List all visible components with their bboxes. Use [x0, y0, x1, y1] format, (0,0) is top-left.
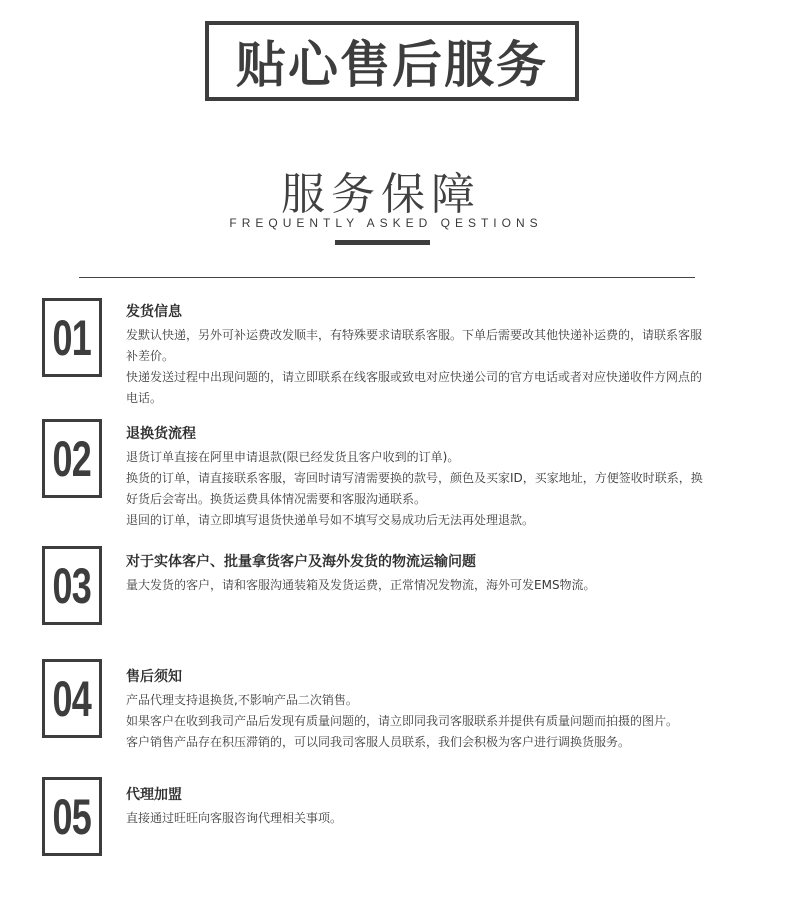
item-text: 换货的订单，请直接联系客服，寄回时请写清需要换的款号，颜色及买家ID，买家地址，方便签收时联系，换好货后会寄出。换货运费具体情况需要和客服沟通联系。	[126, 471, 703, 506]
item-text: 退货订单直接在阿里申请退款(限已经发货且客户收到的订单)。	[126, 450, 460, 464]
faq-item-returns	[126, 424, 726, 531]
faq-item-after-sales	[126, 667, 776, 753]
item-number-box	[42, 546, 102, 625]
item-heading: 对于实体客户、批量拿货客户及海外发货的物流运输问题	[126, 554, 476, 570]
divider	[79, 277, 695, 278]
item-text: 量大发货的客户，请和客服沟通装箱及发货运费，正常情况发物流，海外可发EMS物流。	[126, 578, 596, 592]
item-number-box	[42, 419, 102, 498]
main-title-box	[205, 21, 579, 101]
faq-item-shipping	[126, 302, 726, 409]
faq-item-logistics	[126, 552, 726, 596]
item-text: 直接通过旺旺向客服咨询代理相关事项。	[126, 811, 343, 825]
item-number: 02	[52, 430, 92, 487]
item-text: 产品代理支持退换货,不影响产品二次销售。	[126, 693, 358, 707]
item-text: 发默认快递，另外可补运费改发顺丰，有特殊要求请联系客服。下单后需要改其他快递补运费的，请联系客服补差价。	[126, 328, 703, 363]
item-number-box	[42, 298, 102, 377]
item-text: 退回的订单，请立即填写退货快递单号如不填写交易成功后无法再处理退款。	[126, 513, 535, 527]
item-text: 客户销售产品存在积压滞销的，可以同我司客服人员联系，我们会积极为客户进行调换货服务。	[126, 735, 631, 749]
item-text: 如果客户在收到我司产品后发现有质量问题的，请立即同我司客服联系并提供有质量问题而拍摄的图片。	[126, 714, 679, 728]
item-heading: 发货信息	[126, 304, 182, 320]
item-heading: 退换货流程	[126, 426, 196, 442]
section-subtitle: FREQUENTLY ASKED QESTIONS	[229, 216, 543, 230]
item-heading: 售后须知	[126, 669, 182, 685]
item-heading: 代理加盟	[126, 787, 182, 803]
item-number-box	[42, 659, 102, 738]
item-number: 05	[52, 788, 92, 845]
faq-item-agency	[126, 785, 726, 829]
item-number-box	[42, 777, 102, 856]
item-number: 03	[52, 557, 92, 614]
section-title: 服务保障	[281, 169, 481, 220]
section-underline	[335, 240, 430, 245]
main-title: 贴心售后服务	[236, 36, 548, 94]
item-number: 01	[52, 309, 92, 366]
item-number: 04	[52, 670, 92, 727]
item-text: 快递发送过程中出现问题的，请立即联系在线客服或致电对应快递公司的官方电话或者对应快递收件方网点的电话。	[126, 370, 703, 405]
